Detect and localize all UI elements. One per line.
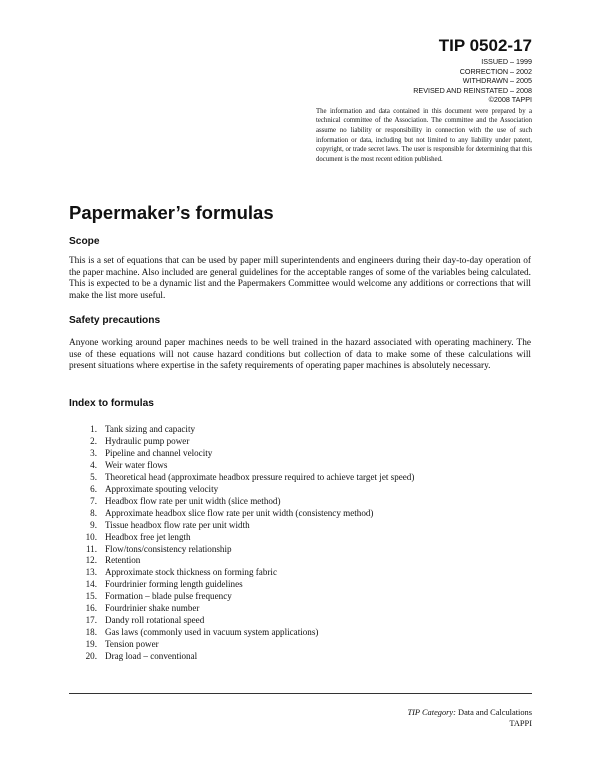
item-text: Theoretical head (approximate headbox pressure required to achieve target jet speed) bbox=[105, 471, 415, 482]
item-text: Approximate stock thickness on forming fabric bbox=[105, 567, 277, 578]
footer-org: TAPPI bbox=[509, 719, 532, 728]
item-text: Dandy roll rotational speed bbox=[105, 615, 205, 626]
item-text: Drag load – conventional bbox=[105, 651, 198, 662]
item-number: 19. bbox=[85, 639, 97, 650]
safety-heading: Safety precautions bbox=[69, 315, 161, 326]
item-number: 5. bbox=[90, 471, 97, 482]
item-text: Tension power bbox=[105, 639, 159, 650]
formula-index-list bbox=[69, 424, 414, 663]
list-item bbox=[69, 567, 414, 579]
list-item bbox=[69, 484, 414, 496]
list-item bbox=[69, 615, 414, 627]
page-footer bbox=[407, 707, 532, 729]
item-text: Tissue headbox flow rate per unit width bbox=[105, 519, 250, 530]
item-number: 13. bbox=[85, 567, 97, 578]
list-item bbox=[69, 555, 414, 567]
item-text: Fourdrinier forming length guidelines bbox=[105, 579, 243, 590]
item-number: 4. bbox=[90, 459, 97, 470]
footer-divider bbox=[69, 693, 532, 694]
item-number: 8. bbox=[90, 507, 97, 518]
tip-number: TIP 0502-17 bbox=[438, 36, 532, 55]
list-item bbox=[69, 460, 414, 472]
list-item bbox=[69, 603, 414, 615]
list-item bbox=[69, 627, 414, 639]
item-number: 17. bbox=[85, 615, 97, 626]
category-label: TIP Category: bbox=[407, 708, 456, 717]
item-text: Gas laws (commonly used in vacuum system applications) bbox=[105, 627, 319, 638]
scope-heading: Scope bbox=[69, 236, 100, 247]
scope-text: This is a set of equations that can be used by paper mill superintendents and engineers during their day-to-day operation of the paper machine. Also included are general guidelines for the acceptable ranges of some of the variables being calculated. This is expected to be a dynamic list and the Papermakers Committee would welcome any additions or corrections that will make the list more useful. bbox=[69, 256, 531, 301]
item-number: 1. bbox=[90, 424, 97, 434]
list-item bbox=[69, 591, 414, 603]
list-item bbox=[69, 424, 414, 436]
item-text: Formation – blade pulse frequency bbox=[105, 591, 232, 602]
category-value: Data and Calculations bbox=[458, 708, 532, 717]
copyright-line: ©2008 TAPPI bbox=[488, 95, 532, 104]
page-title: Papermaker’s formulas bbox=[69, 202, 274, 223]
item-number: 14. bbox=[85, 579, 97, 590]
item-text: Headbox free jet length bbox=[105, 531, 191, 542]
item-text: Retention bbox=[105, 555, 141, 566]
document-header bbox=[312, 36, 532, 105]
issue-history bbox=[312, 57, 532, 105]
item-number: 15. bbox=[85, 591, 97, 602]
item-number: 7. bbox=[90, 495, 97, 506]
item-number: 2. bbox=[90, 435, 97, 446]
safety-text: Anyone working around paper machines needs to be well trained in the hazard associated with operating machinery. The use of these equations will not cause hazard conditions but collection of data to make some of these calculations will present situations where expertise in the safety requirements of operating paper machines is absolutely necessary. bbox=[69, 338, 531, 371]
list-item bbox=[69, 496, 414, 508]
item-number: 20. bbox=[85, 651, 97, 662]
disclaimer: The information and data contained in this document were prepared by a technical committee of the Association. The committee and the Association assume no liability or responsibility in connection with the use of such information or data, including but not limited to any liability under patent, copyright, or trade secret laws. The user is responsible for determining that this document is the most recent edition published. bbox=[316, 107, 532, 163]
item-text: Pipeline and channel velocity bbox=[105, 447, 213, 458]
history-line: WITHDRAWN – 2005 bbox=[462, 76, 532, 85]
item-number: 12. bbox=[85, 555, 97, 566]
item-text: Approximate spouting velocity bbox=[105, 483, 219, 494]
item-text: Weir water flows bbox=[105, 459, 168, 470]
item-text: Approximate headbox slice flow rate per unit width (consistency method) bbox=[105, 507, 374, 518]
item-number: 11. bbox=[85, 543, 97, 554]
list-item bbox=[69, 544, 414, 556]
item-number: 9. bbox=[90, 519, 97, 530]
footer-category bbox=[407, 707, 532, 718]
list-item bbox=[69, 651, 414, 663]
item-text: Fourdrinier shake number bbox=[105, 603, 200, 614]
item-number: 6. bbox=[90, 483, 97, 494]
list-item bbox=[69, 436, 414, 448]
item-number: 10. bbox=[85, 531, 97, 542]
item-number: 16. bbox=[85, 603, 97, 614]
list-item bbox=[69, 448, 414, 460]
index-heading: Index to formulas bbox=[69, 398, 154, 409]
item-number: 3. bbox=[90, 447, 97, 458]
item-text: Tank sizing and capacity bbox=[105, 424, 196, 434]
item-text: Hydraulic pump power bbox=[105, 435, 190, 446]
history-line: ISSUED – 1999 bbox=[481, 57, 532, 66]
history-line: CORRECTION – 2002 bbox=[459, 66, 532, 76]
list-item bbox=[69, 508, 414, 520]
list-item bbox=[69, 532, 414, 544]
item-text: Flow/tons/consistency relationship bbox=[105, 543, 232, 554]
list-item bbox=[69, 579, 414, 591]
item-text: Headbox flow rate per unit width (slice method) bbox=[105, 495, 281, 506]
list-item bbox=[69, 520, 414, 532]
item-number: 18. bbox=[85, 627, 97, 638]
list-item bbox=[69, 472, 414, 484]
history-line: REVISED AND REINSTATED – 2008 bbox=[413, 85, 532, 95]
list-item bbox=[69, 639, 414, 651]
